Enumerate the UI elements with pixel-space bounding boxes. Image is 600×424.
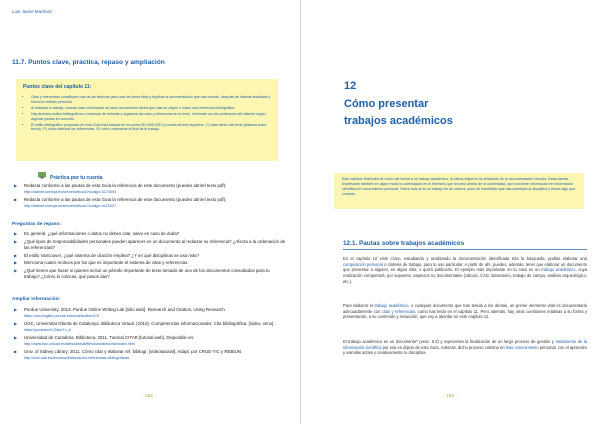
- reference-text: UOC, Universitat Oberta de Catalunya. Biblioteca Virtual. (2010). Competencias informacionales: Cita bibliográfica. [video, vimo].: [24, 320, 275, 326]
- practice-title: Práctica por tu cuenta: [50, 175, 103, 181]
- key-point-item: • Citas y referencias constituyen una de las técnicas para usar de forma ética y legítima la documentación que has reunido, despuás de haberla analizado y hecho la síntesis personal.: [31, 95, 271, 104]
- chapter-title-line: trabajos académicos: [344, 115, 453, 127]
- key-points-title: Puntos clave del capítulo 11:: [23, 84, 92, 90]
- review-question: ▶ ¿Qué tipos de responsabilidades personales pueden aparecer en un documento al redactar su referencia? ¿Afecta a la ordenación de las referencias?: [14, 239, 286, 251]
- page-number: · 162 ·: [142, 394, 156, 399]
- review-question: ▶ Menciona cuatro motivos por los que es importante el sistema de citas y referencias.: [14, 260, 286, 266]
- practice-item: [14, 197, 286, 209]
- body-paragraph: El trabajo académico es un documento* (vesc. 6.3) y representa la finalización de un largo proceso de gestión y tratamiento de la información científica por esa es objeto de esta Guía. Además, dicho proceso culmina en más conocimiento personal, con el aprendes y asimilas activa y creativamente tu disciplina.: [343, 339, 588, 356]
- key-points-list: [23, 95, 271, 132]
- key-point-item: • El estilo bibliográfico propuesto en esta Guía está basado en la norma ISO 690:2010 y consta de tres aspectos: 1º) citas dentro del texto (sistema autor-fecha); 2º) cómo elaborar las referencias; 3º) cómo ordenarlas al final de tu trabajo.: [31, 123, 271, 132]
- review-title: Preguntas de repaso:: [12, 222, 62, 227]
- section-title: 12.1. Pautas sobre trabajos académicos: [343, 240, 465, 247]
- practice-item: [14, 183, 286, 195]
- review-list: [14, 231, 286, 282]
- practice-text: Redacta conforme a las pautas de esta Guía la referencia de este documento (puedes abrirel texto pdf):: [24, 196, 227, 202]
- chapter-title-line: Cómo presentar: [344, 98, 429, 110]
- practice-link[interactable]: http://dialnet.unirioja.es/servlet/articulo?codigo=4115337: [24, 204, 116, 209]
- further-reading-item: [14, 349, 286, 361]
- reference-text: Purdue University. 2013. Purdue Online Writing Lab [sitio web]. Research and Citation, Using Research.: [24, 307, 226, 312]
- body-paragraph: Para elaborar el trabajo académico, o cualquier documento que tras tenida a los demás, un primer elemento vital es documentarlo adecuadamente con citas y referencias, como has leído en el capítulo 11. Pero además, hay otras cuestiones relativas a su forma y presentación, a su contenido y redacción, que voy a abordar en este capítulo 12.: [343, 303, 588, 320]
- reference-text: Univ. of Sidney Library. 2011. Cómo citar y elaborar ref. bibliogr. [videotutorial]. Adapt. por CRUE-TIC y REBIUN.: [24, 348, 243, 354]
- further-reading-item: [14, 335, 286, 347]
- practice-text: Redacta conforme a las pautas de esta Guía la referencia de este documento (puedes abrirel texto pdf):: [24, 183, 227, 188]
- further-reading-title: Ampliar información:: [12, 297, 61, 302]
- chapter-intro-box: Este capítulo final trata de cómo dar forma a un trabajo académico, la última etapa en la utilización de la documentación reunida. Estas tareas expresarán también en algún modo la culminación en el itinerario que recorrió dentro de la universidad, que convierte información en información científica en conocimiento personal. Sobre todo si es un trabajo fin de carrera, pone de manifiesto que has asimilado la disciplina y tienes algo que contarla.: [334, 173, 584, 209]
- running-head: Luis Javier Martínez: [12, 9, 53, 14]
- practice-list: [14, 183, 286, 211]
- reference-link[interactable]: http://ocw.uab.es/recursos/elaboracion-referencias-bibliograficas: [24, 355, 130, 360]
- reference-text: Universidad de Cantabria. Biblioteca. 2011. Tutorial CITAR [tutorial web]. Disponible en:: [24, 334, 195, 340]
- reference-link[interactable]: https://youtube/eCZdtmTn_A: [24, 328, 72, 333]
- practice-link[interactable]: http://dialnet.unirioja.es/servlet/articulo?codigo=3174093: [24, 190, 117, 195]
- further-reading-list: [14, 307, 286, 363]
- right-page: [300, 0, 600, 424]
- further-reading-item: [14, 321, 286, 333]
- reference-link[interactable]: http://www.buc.unican.es/sites/default/files/tutoriales/citar/index.html: [24, 342, 135, 347]
- review-question: ▶ El estilo Vancouver, ¿qué sistema de citación emplea? ¿Y en qué disciplinas se usa más?: [14, 253, 286, 259]
- reference-link[interactable]: https://owl.english.purdue.edu/owl/section/2/1/: [24, 314, 100, 319]
- further-reading-item: [14, 307, 286, 319]
- section-title: 11.7. Puntos clave, práctica, repaso y ampliación: [12, 59, 165, 66]
- chapter-title: [344, 96, 504, 130]
- key-points-box: [16, 79, 278, 161]
- page-number: · 163 ·: [443, 394, 457, 399]
- review-question: ▶ En general, ¿qué informaciones o datos no debes citar, salvo en caso de duda?: [14, 231, 286, 237]
- computer-icon: [38, 172, 46, 179]
- key-point-item: • Hay diversos estilos bibliográficos o maneras de redactar y organizar las citas y referencias en tu texto. Infórmate con tus profesores del sistema según algunas pautas en concreto.: [31, 112, 271, 121]
- key-point-item: • Al redactar tu trabajo, cuando uses información de otros documentos tienes que citar su origen e incluir una referencia bibliográfica.: [31, 106, 271, 111]
- review-question: ▶ ¿Qué tienes que hacer si quieres incluir un párrafo importante de texto tomado de uno de los documentos consultados para tu trabajo? ¿Cómo lo colocas, qué pasos das?: [14, 268, 286, 280]
- section-rule: [343, 249, 587, 250]
- chapter-number: 12: [344, 80, 357, 92]
- body-paragraph: En el capítulo 10 viste cómo, estudiando y analizando la documentación identificada trás la búsqueda, podías elaborar una composición personal o síntesis de trabajo, para tu uso particular. A partir de ahí, puedes, además, tener que elaborar un documento que presentar a alguien, en algún sitio, o quizá publicarlo. El ejemplo más importante en tu caso es un trabajo académico, cuya realización comportará, por supuesto, aspectos no documentales (cálculo, CAD, laboratorio, trabajo de campo, análisis arqueológico, etc.).: [343, 256, 587, 284]
